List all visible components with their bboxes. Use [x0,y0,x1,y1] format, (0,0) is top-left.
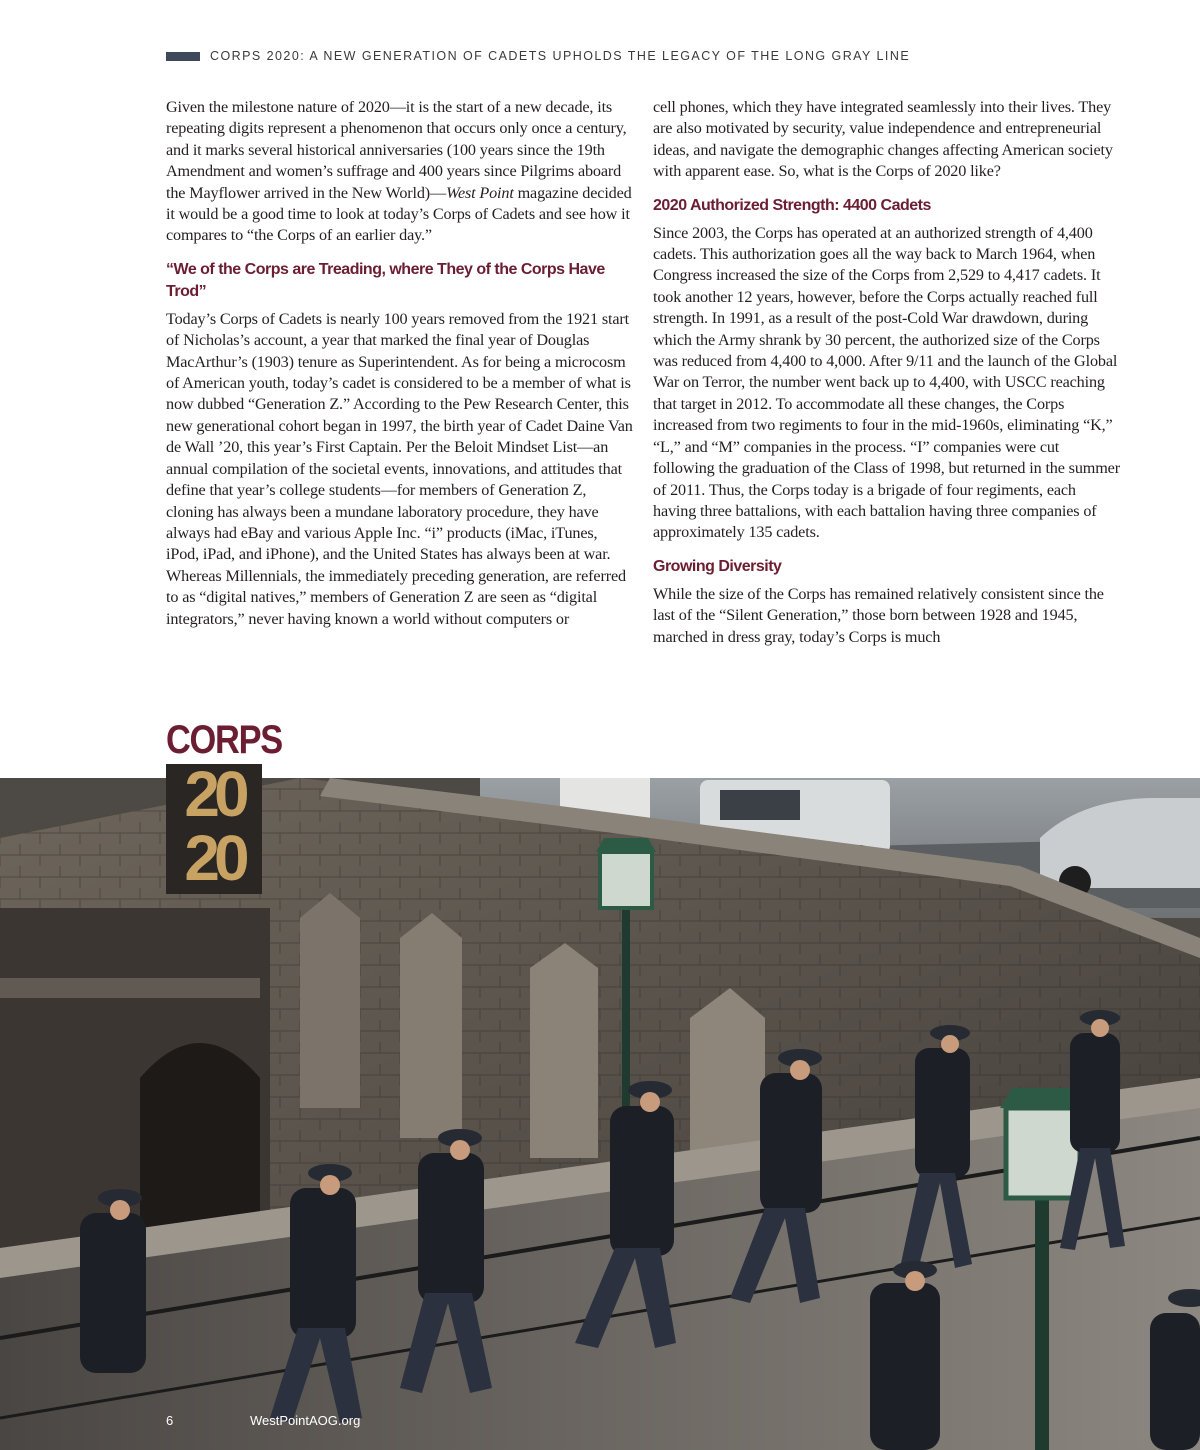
section-body-diversity: While the size of the Corps has remained relatively consistent since the last of the “Silent Generation,” those born between 1928 and 1945, marched in dress gray, today’s Corps is much [653,584,1104,646]
corps-2020-logo [166,718,282,894]
logo-year-box [166,764,262,894]
continuation-paragraph: cell phones, which they have integrated seamlessly into their lives. They are also motivated by security, value independence and entrepreneurial ideas, and navigate the demographic changes affecting American society with apparent ease. So, what is the Corps of 2020 like? [653,98,1113,181]
running-head-text: CORPS 2020: A NEW GENERATION OF CADETS UPHOLDS THE LEGACY OF THE LONG GRAY LINE [210,49,911,63]
section-heading-diversity: Growing Diversity [653,557,782,575]
intro-text-1: Given the milestone nature of 2020—it is the start of a new decade, its repeating digits represent a phenomenon that occurs only once a century, and it marks several historical anniversaries (100 years since the 19th Amendment and women’s suffrage and 400 years since Pilgrims aboard the Mayflower arrived in the New World)— [166,98,627,202]
section-heading-treading: “We of the Corps are Treading, where They of the Corps Have Trod” [166,260,605,300]
logo-word: CORPS [166,718,282,762]
footer-site: WestPointAOG.org [250,1413,361,1428]
intro-paragraph [166,97,634,247]
page-number: 6 [166,1413,174,1428]
logo-year-bottom: 20 [184,822,244,894]
intro-text-2: magazine decided it would be a good time to look at today’s Corps of Cadets and see how it compares to “the Corps of an earlier day.” [166,183,632,245]
magazine-title: West Point [446,183,514,202]
running-head-bar [166,52,200,61]
section-heading-strength: 2020 Authorized Strength: 4400 Cadets [653,196,931,214]
right-column [653,97,1121,648]
section-body-strength: Since 2003, the Corps has operated at an authorized strength of 4,400 cadets. This authorization goes all the way back to March 1964, when Congress increased the size of the Corps from 2,529 to 4,417 cadets. It took another 12 years, however, before the Corps actually reached full strength. In 1991, as a result of the post-Cold War drawdown, during which the Army shrank by 30 percent, the authorized size of the Corps was reduced from 4,400 to 4,000. After 9/11 and the launch of the Global War on Terror, the number went back up to 4,400, with USCC reaching that target in 2012. To accommodate all these changes, the Corps increased from two regiments to four in the mid-1960s, eliminating “K,” “L,” and “M” companies in the process. “I” companies were cut following the graduation of the Class of 1998, but returned in the summer of 2011. Thus, the Corps today is a brigade of four regiments, each having three battalions, with each battalion having three companies of approximately 135 cadets. [653,223,1120,542]
logo-year-top: 20 [184,764,244,830]
section-body-treading: Today’s Corps of Cadets is nearly 100 years removed from the 1921 start of Nicholas’s account, a year that marked the final year of Douglas MacArthur’s (1903) tenure as Superintendent. As for being a microcosm of American youth, today’s cadet is considered to be a member of what is now dubbed “Generation Z.” According to the Pew Research Center, this new generational cohort began in 1997, the birth year of Cadet Daine Van de Wall ’20, this year’s First Captain. Per the Beloit Mindset List—an annual compilation of the societal events, innovations, and attitudes that define that year’s college students—for members of Generation Z, cloning has always been a mundane laboratory procedure, they have always had eBay and various Apple Inc. “i” products (iMac, iTunes, iPod, iPad, and iPhone), and the United States has always been at war. Whereas Millennials, the immediately preceding generation, are referred to as “digital natives,” members of Generation Z are seen as “digital integrators,” never having known a world without computers or [166,309,633,628]
left-column [166,97,634,630]
running-head [166,48,910,64]
